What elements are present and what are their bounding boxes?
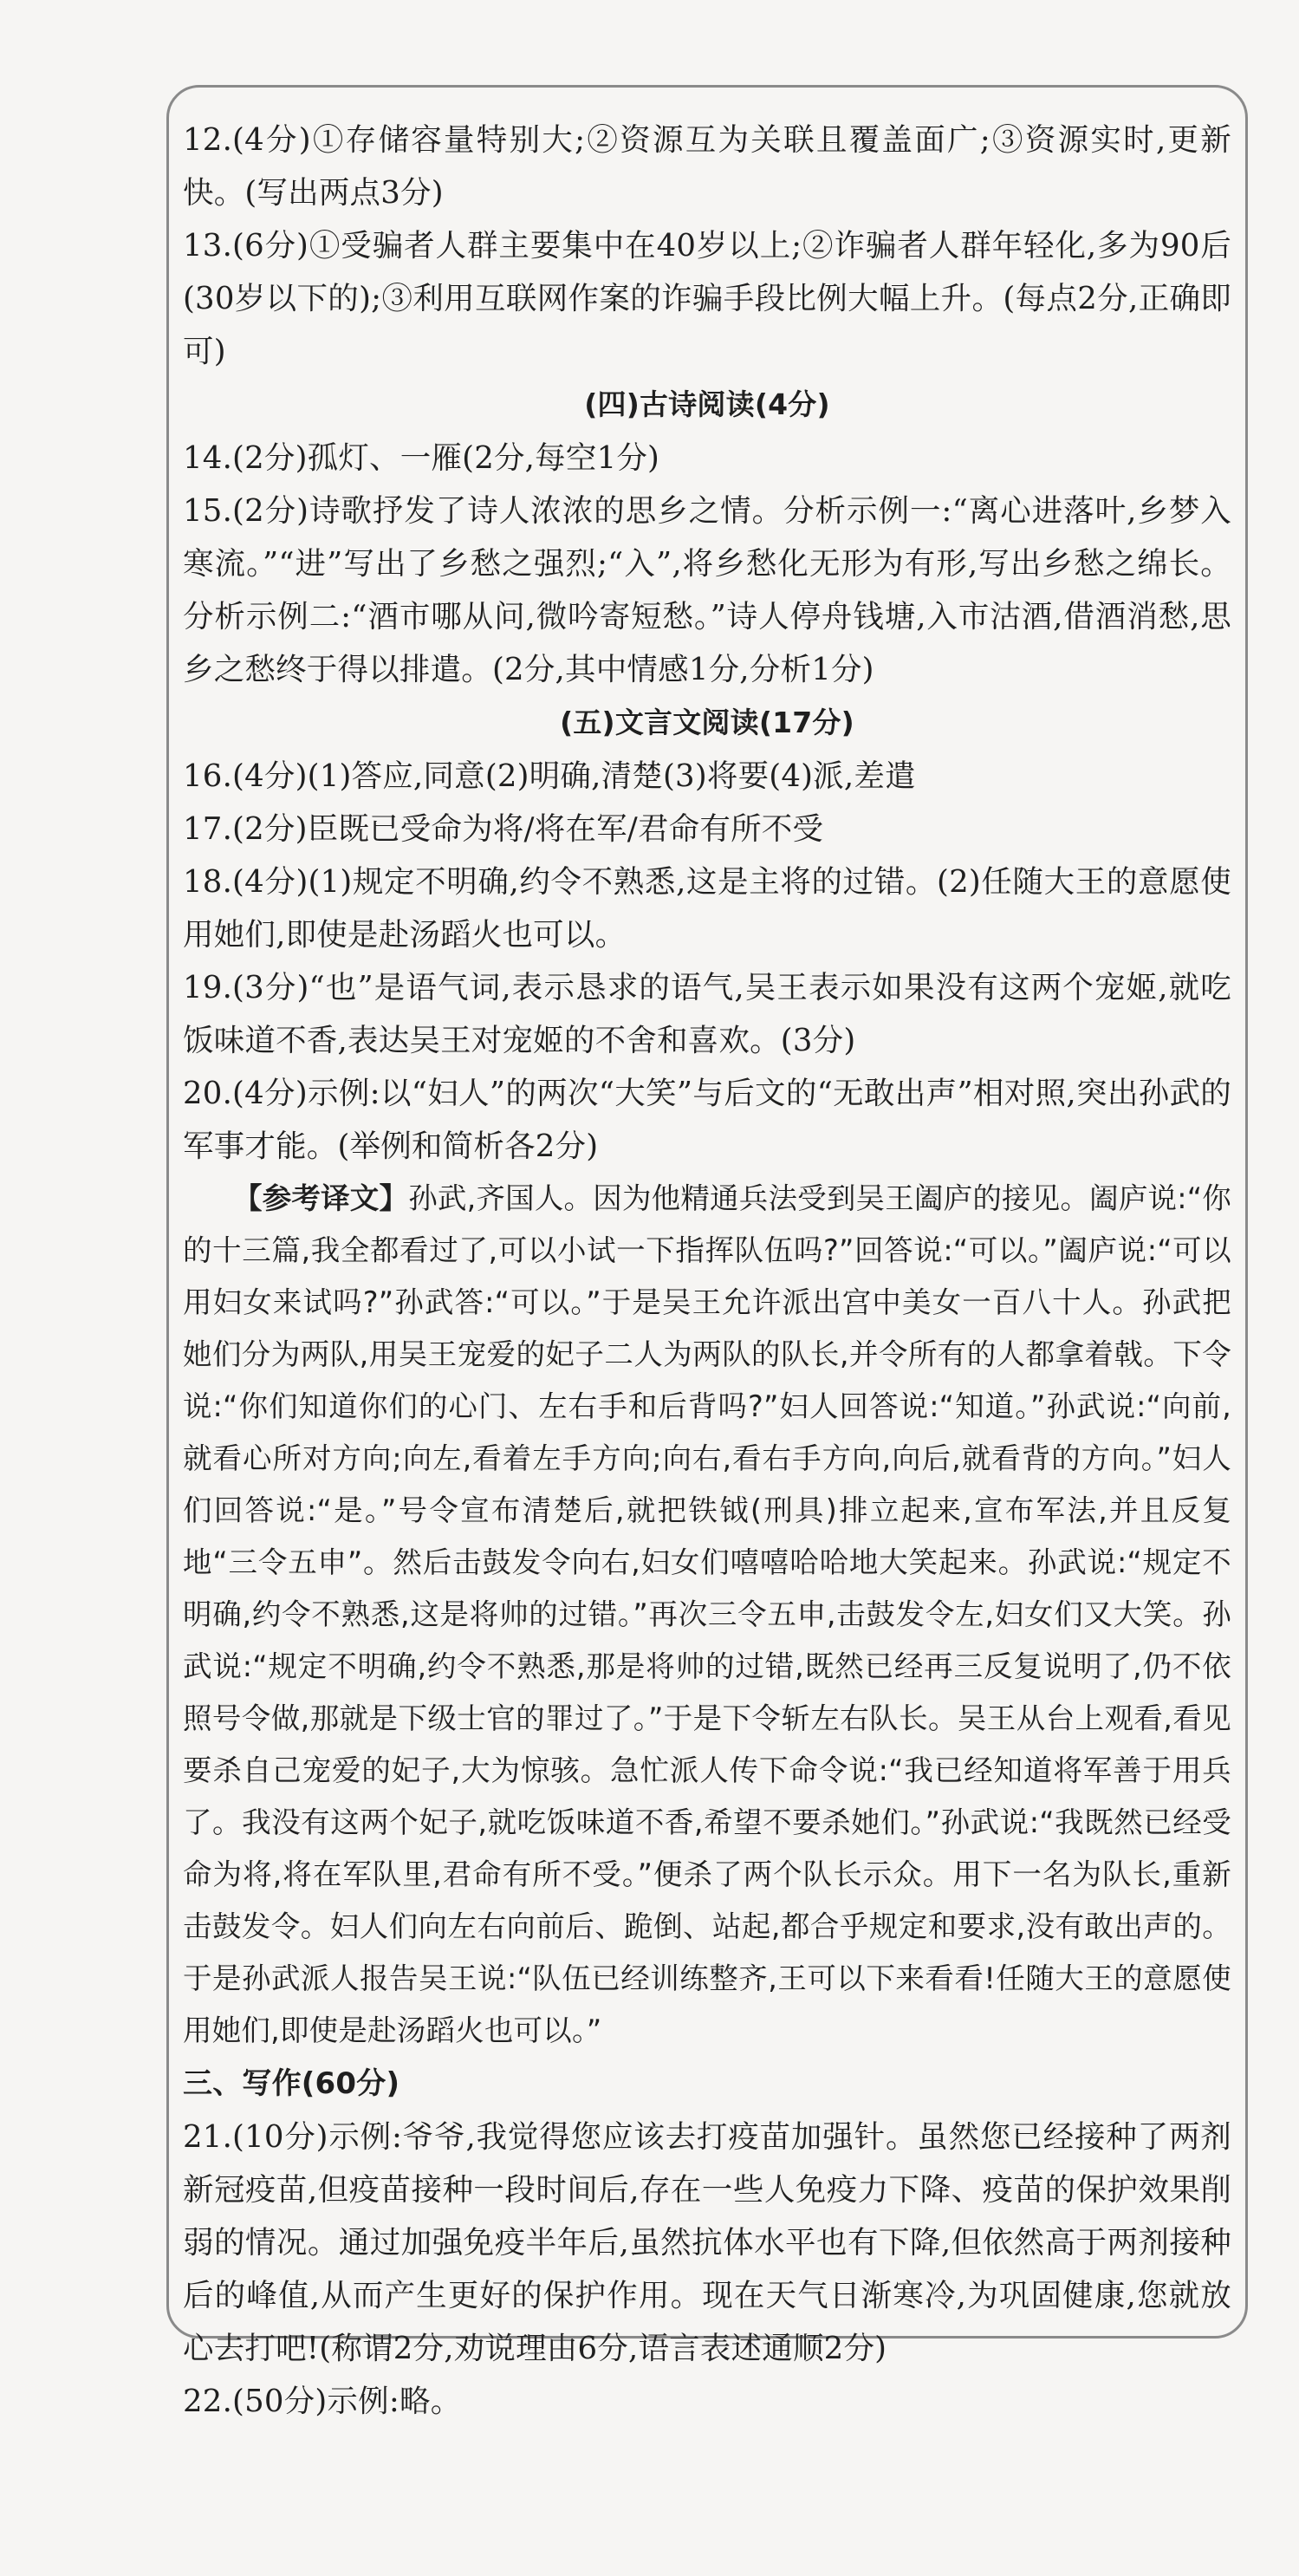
answer-q13: 13.(6分)①受骗者人群主要集中在40岁以上;②诈骗者人群年轻化,多为90后(30岁以下的);③利用互联网作案的诈骗手段比例大幅上升。(每点2分,正确即可) xyxy=(183,228,1231,369)
heading-classical-chinese: (五)文言文阅读(17分) xyxy=(560,706,854,739)
answer-q17: 17.(2分)臣既已受命为将/将在军/君命有所不受 xyxy=(183,811,824,847)
reference-translation-tag: 【参考译文】 xyxy=(233,1181,409,1215)
answer-q14: 14.(2分)孤灯、一雁(2分,每空1分) xyxy=(183,440,660,476)
answer-q20: 20.(4分)示例:以“妇人”的两次“大笑”与后文的“无敢出声”相对照,突出孙武的军事才能。(举例和简析各2分) xyxy=(183,1076,1231,1164)
answer-q22: 22.(50分)示例:略。 xyxy=(183,2384,462,2419)
answer-q12: 12.(4分)①存储容量特别大;②资源互为关联且覆盖面广;③资源实时,更新快。(写出两点3分) xyxy=(183,122,1231,211)
reference-translation-body: 孙武,齐国人。因为他精通兵法受到吴王阖庐的接见。阖庐说:“你的十三篇,我全都看过了,可以小试一下指挥队伍吗?”回答说:“可以。”阖庐说:“可以用妇女来试吗?”孙武答:“可以。”于是吴王允许派出宫中美女一百八十人。孙武把她们分为两队,用吴王宠爱的妃子二人为两队的队长,并令所有的人都拿着戟。下令说:“你们知道你们的心门、左右手和后背吗?”妇人回答说:“知道。”孙武说:“向前,就看心所对方向;向左,看着左手方向;向右,看右手方向,向后,就看背的方向。”妇人们回答说:“是。”号令宣布清楚后,就把铁钺(刑具)排立起来,宣布军法,并且反复地“三令五申”。然后击鼓发令向右,妇女们嘻嘻哈哈地大笑起来。孙武说:“规定不明确,约令不熟悉,这是将帅的过错。”再次三令五申,击鼓发令左,妇女们又大笑。孙武说:“规定不明确,约令不熟悉,那是将帅的过错,既然已经再三反复说明了,仍不依照号令做,那就是下级士官的罪过了。”于是下令斩左右队长。吴王从台上观看,看见要杀自己宠爱的妃子,大为惊骇。急忙派人传下命令说:“我已经知道将军善于用兵了。我没有这两个妃子,就吃饭味道不香,希望不要杀她们。”孙武说:“我既然已经受命为将,将在军队里,君命有所不受。”便杀了两个队长示众。用下一名为队长,重新击鼓发令。妇人们向左右向前后、跪倒、站起,都合乎规定和要求,没有敢出声的。于是孙武派人报告吴王说:“队伍已经训练整齐,王可以下来看看!任随大王的意愿使用她们,即使是赴汤蹈火也可以。” xyxy=(183,1181,1231,2047)
reference-translation xyxy=(183,1173,1231,2057)
answer-q16: 16.(4分)(1)答应,同意(2)明确,清楚(3)将要(4)派,差遣 xyxy=(183,758,916,794)
answer-q19: 19.(3分)“也”是语气词,表示恳求的语气,吴王表示如果没有这两个宠姬,就吃饭味道不香,表达吴王对宠姬的不舍和喜欢。(3分) xyxy=(183,970,1231,1058)
answer-key-frame xyxy=(166,85,1248,2419)
answer-q18: 18.(4分)(1)规定不明确,约令不熟悉,这是主将的过错。(2)任随大王的意愿使用她们,即使是赴汤蹈火也可以。 xyxy=(183,864,1231,953)
answer-q15: 15.(2分)诗歌抒发了诗人浓浓的思乡之情。分析示例一:“离心进落叶,乡梦入寒流。”“进”写出了乡愁之强烈;“入”,将乡愁化无形为有形,写出乡愁之绵长。分析示例二:“酒市哪从问,微吟寄短愁。”诗人停舟钱塘,入市沽酒,借酒消愁,思乡之愁终于得以排遣。(2分,其中情感1分,分析1分) xyxy=(183,493,1231,687)
heading-writing: 三、写作(60分) xyxy=(183,2066,400,2101)
heading-ancient-poetry: (四)古诗阅读(4分) xyxy=(584,387,830,421)
answer-q21: 21.(10分)示例:爷爷,我觉得您应该去打疫苗加强针。虽然您已经接种了两剂新冠疫苗,但疫苗接种一段时间后,存在一些人免疫力下降、疫苗的保护效果削弱的情况。通过加强免疫半年后,虽然抗体水平也有下降,但依然高于两剂接种后的峰值,从而产生更好的保护作用。现在天气日渐寒冷,为巩固健康,您就放心去打吧!(称谓2分,劝说理由6分,语言表述通顺2分) xyxy=(183,2119,1231,2366)
